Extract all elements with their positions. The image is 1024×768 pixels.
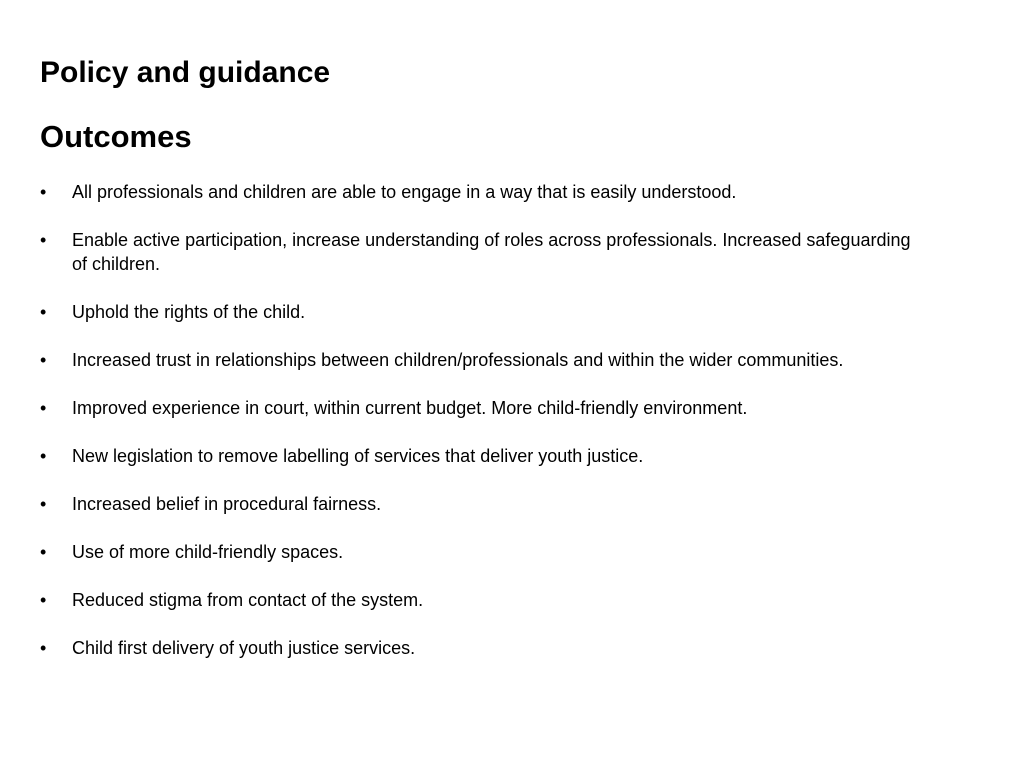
list-item <box>40 348 920 372</box>
bullet-icon: • <box>40 350 47 370</box>
list-item <box>40 300 920 324</box>
bullet-icon: • <box>40 302 47 322</box>
list-item <box>40 396 920 420</box>
list-item <box>40 228 920 276</box>
bullet-icon: • <box>40 230 47 250</box>
bullet-icon: • <box>40 182 47 202</box>
bullet-icon: • <box>40 398 47 418</box>
bullet-icon: • <box>40 494 47 514</box>
list-item-text: Uphold the rights of the child. <box>72 302 306 322</box>
list-item <box>40 444 920 468</box>
outcomes-list <box>40 180 920 684</box>
section-heading: Outcomes <box>40 119 192 154</box>
list-item-text: New legislation to remove labelling of services that deliver youth justice. <box>72 446 644 466</box>
bullet-icon: • <box>40 638 47 658</box>
list-item-text: Increased belief in procedural fairness. <box>72 494 382 514</box>
list-item <box>40 180 920 204</box>
list-item <box>40 492 920 516</box>
list-item <box>40 540 920 564</box>
list-item-text: Use of more child-friendly spaces. <box>72 542 344 562</box>
list-item-text: Increased trust in relationships between children/professionals and within the wider communities. <box>72 350 844 370</box>
bullet-icon: • <box>40 542 47 562</box>
list-item-text: Child first delivery of youth justice services. <box>72 638 416 658</box>
bullet-icon: • <box>40 446 47 466</box>
list-item-text: Enable active participation, increase understanding of roles across professionals. Increased safeguarding of children. <box>72 230 911 274</box>
page-title: Policy and guidance <box>40 56 331 89</box>
list-item-text: Reduced stigma from contact of the system. <box>72 590 424 610</box>
list-item-text: Improved experience in court, within current budget. More child-friendly environment. <box>72 398 748 418</box>
list-item <box>40 588 920 612</box>
list-item-text: All professionals and children are able to engage in a way that is easily understood. <box>72 182 737 202</box>
bullet-icon: • <box>40 590 47 610</box>
list-item <box>40 636 920 660</box>
